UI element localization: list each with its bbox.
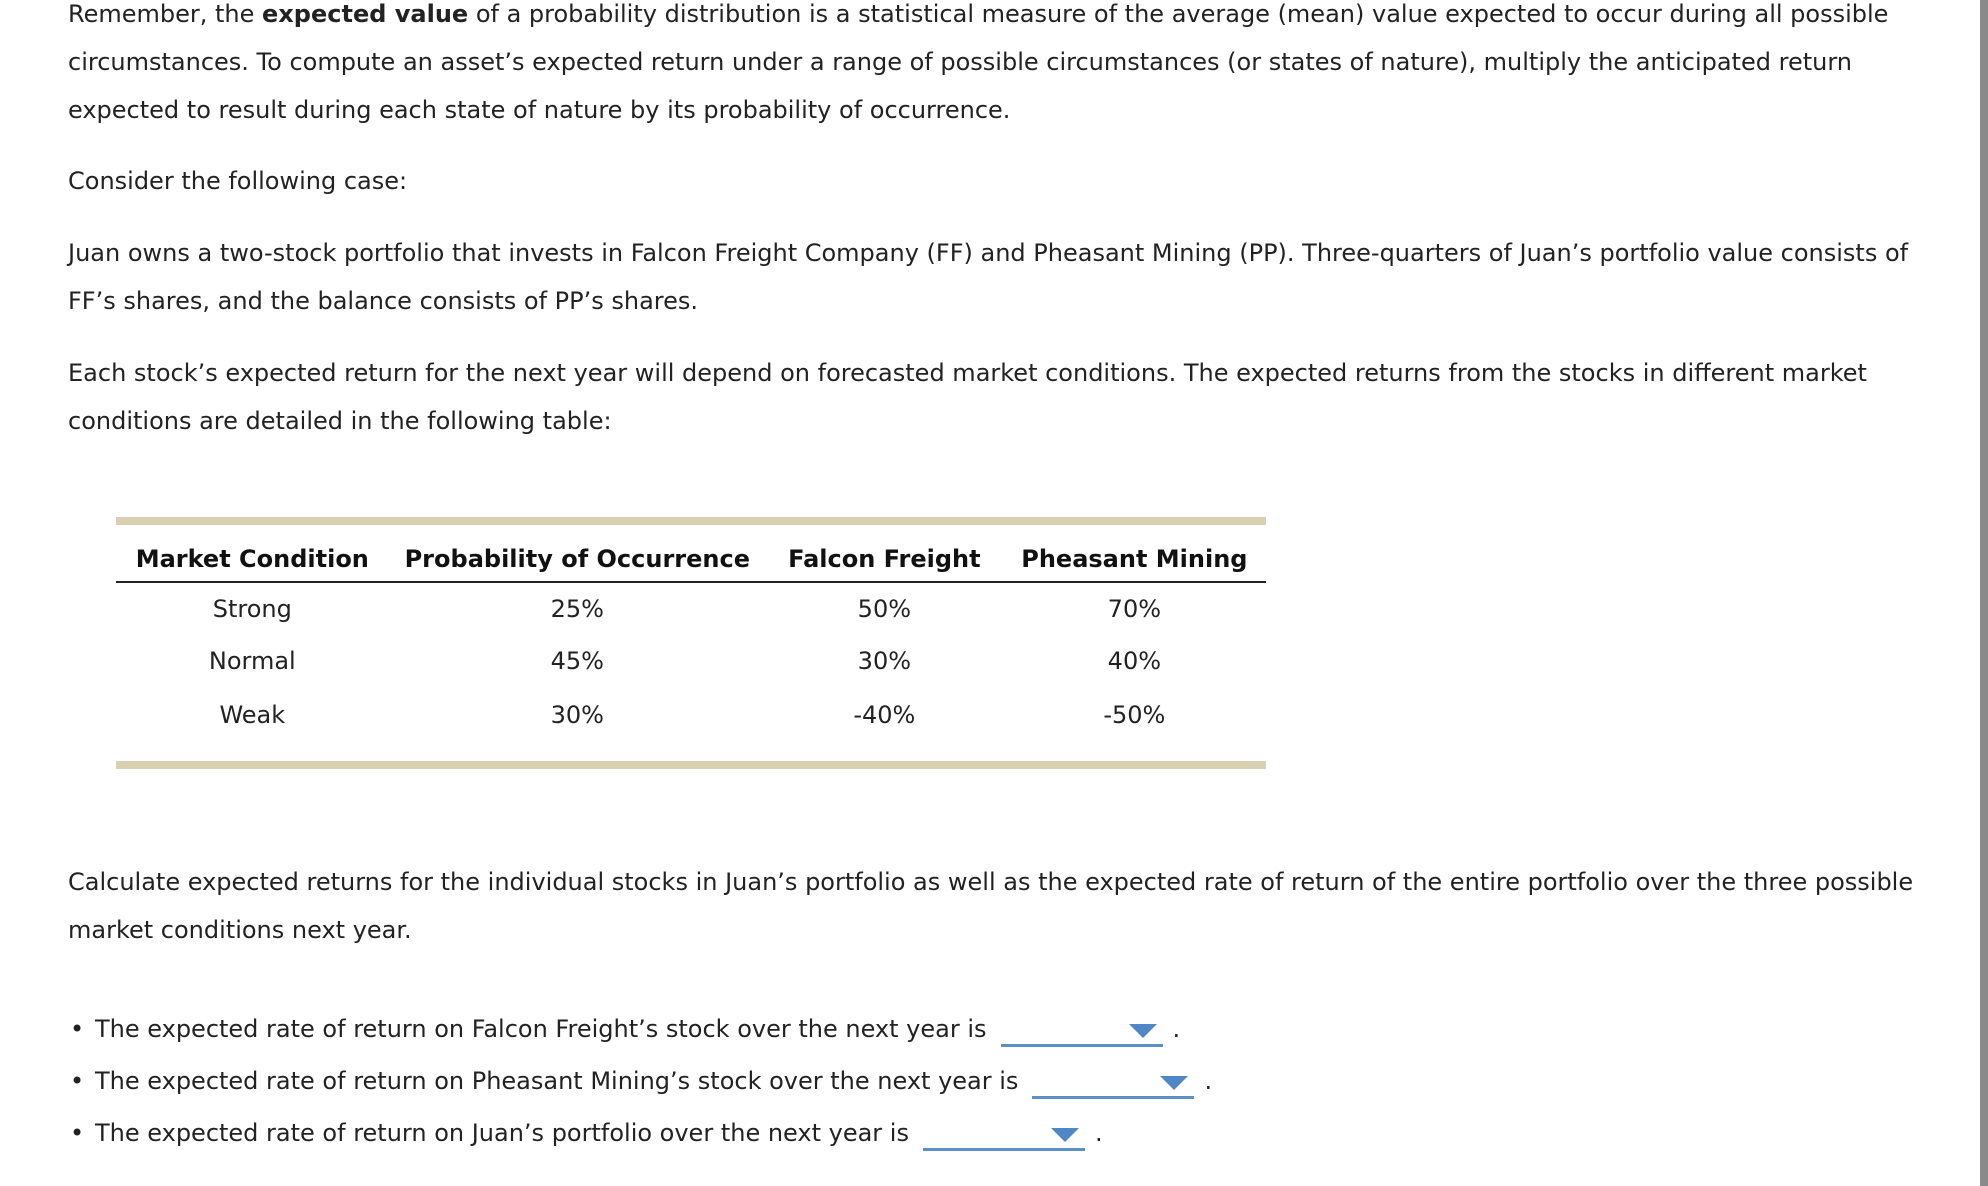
portfolio-return-dropdown[interactable] [923,1118,1085,1151]
cell-probability: 45% [550,647,604,675]
cell-probability: 25% [550,595,604,623]
bullet: • [70,1015,85,1043]
expected-value-intro [68,0,1918,134]
case-intro: Consider the following case: [68,167,408,195]
table-header-row [116,525,1266,582]
bullet: • [70,1067,85,1095]
bullet: • [70,1119,85,1147]
question-falcon-return [68,1003,1212,1055]
expected-value-term: expected value [262,0,469,28]
cell-falcon-return: 30% [857,647,912,675]
question-portfolio-return [68,1107,1212,1159]
intro-suffix: of a probability distribution is a statistical measure of the average (mean) value expected to occur during all possible circumstances. To compute an asset’s expected return under a range of possible circumstances (or states of nature), multiply the anticipated return expected to result during each state of nature by its probability of occurrence. [68,0,1889,124]
sentence-end: . [1094,1119,1103,1147]
header-probability: Probability of Occurrence [389,525,766,582]
returns-table [116,517,1266,769]
table-row [116,687,1266,743]
header-market-condition: Market Condition [116,525,389,582]
table-row [116,582,1266,635]
cell-falcon-return: -40% [853,701,916,729]
table-row [116,635,1266,687]
falcon-return-dropdown[interactable] [1001,1014,1163,1047]
chevron-down-icon [1129,1024,1157,1038]
table-top-rule [116,517,1266,525]
sentence-end: . [1204,1067,1213,1095]
cell-condition: Normal [208,647,296,675]
chevron-down-icon [1160,1076,1188,1090]
cell-probability: 30% [550,701,604,729]
question-text: The expected rate of return on Falcon Freight’s stock over the next year is [95,1015,987,1043]
cell-pheasant-return: 70% [1107,595,1162,623]
cell-falcon-return: 50% [857,595,912,623]
chevron-down-icon [1051,1128,1079,1142]
table-intro: Each stock’s expected return for the next year will depend on forecasted market conditions. The expected returns from the stocks in different market conditions are detailed in the following table: [68,359,1867,435]
question-pheasant-return [68,1055,1212,1107]
scrollbar[interactable] [1980,0,1988,1186]
cell-condition: Weak [219,701,286,729]
question-list [68,1003,1212,1159]
pheasant-return-dropdown[interactable] [1032,1066,1194,1099]
cell-condition: Strong [212,595,292,623]
sentence-end: . [1172,1015,1181,1043]
instruction-text: Calculate expected returns for the individual stocks in Juan’s portfolio as well as the expected rate of return of the entire portfolio over the three possible market conditions next year. [68,868,1914,944]
table-bottom-rule [116,761,1266,769]
header-falcon-freight: Falcon Freight [766,525,1003,582]
header-pheasant-mining: Pheasant Mining [1003,525,1266,582]
intro-prefix: Remember, the [68,0,263,28]
question-text: The expected rate of return on Juan’s portfolio over the next year is [95,1119,909,1147]
question-text: The expected rate of return on Pheasant Mining’s stock over the next year is [95,1067,1019,1095]
returns-table-grid [116,525,1266,743]
cell-pheasant-return: -50% [1103,701,1166,729]
case-description: Juan owns a two-stock portfolio that invests in Falcon Freight Company (FF) and Pheasant Mining (PP). Three-quarters of Juan’s portfolio value consists of FF’s shares, and the balance consists of PP’s shares. [68,239,1909,315]
cell-pheasant-return: 40% [1107,647,1162,675]
